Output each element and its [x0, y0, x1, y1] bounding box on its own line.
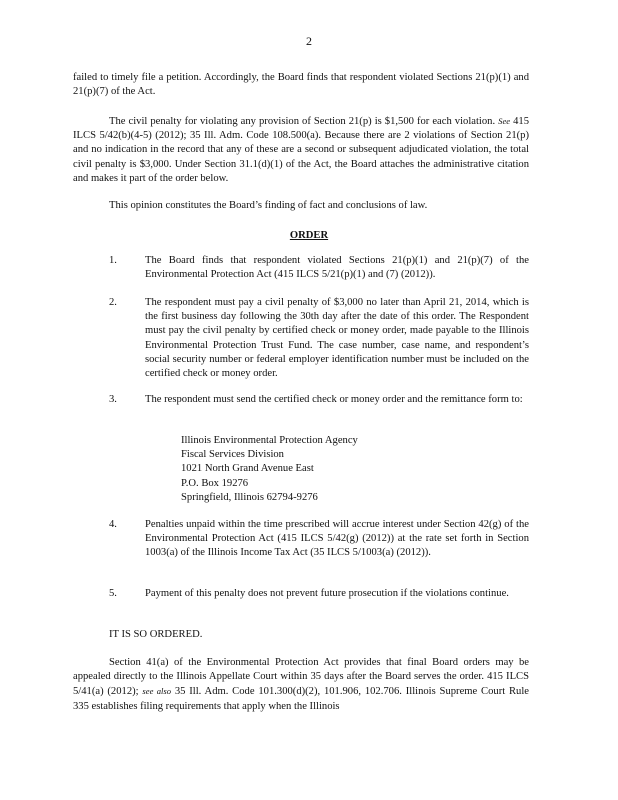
- order-item-5: [109, 587, 529, 601]
- paragraph-conclusion: [73, 71, 529, 99]
- address-line: Fiscal Services Division: [181, 449, 284, 461]
- paragraph-civil-penalty: [73, 114, 529, 186]
- address-line: P.O. Box 19276: [181, 477, 249, 489]
- order-heading: ORDER: [289, 230, 329, 241]
- so-ordered: IT IS SO ORDERED.: [109, 629, 203, 640]
- paragraph-text: failed to timely file a petition. Accordingly, the Board finds that respondent violated Sections 21(p)(1) and 21(p)(7) of the Act.: [73, 72, 529, 98]
- item-text: Payment of this penalty does not prevent future prosecution if the violations continue.: [145, 588, 509, 599]
- paragraph-text: This opinion constitutes the Board’s finding of fact and conclusions of law.: [109, 200, 428, 211]
- paragraph-text: Section 41(a) of the Environmental Protection Act provides that final Board orders may be appealed directly to the Illinois Appellate Court within 35 days after the Board serves the order. 415 ILCS 5/41(a) (2012);: [73, 657, 529, 698]
- item-number: 1.: [109, 255, 117, 266]
- remittance-address: [181, 434, 441, 505]
- paragraph-text: 415 ILCS 5/42(b)(4-5) (2012); 35 Ill. Adm. Code 108.500(a). Because there are 2 violations of Section 21(p) and no indication in the record that any of these are a second or subsequent adjudicated violation, the total civil penalty is $3,000. Under Section 31.1(d)(1) of the Act, the Board attaches the administrative citation and makes it part of the order below.: [73, 116, 530, 184]
- address-line: Illinois Environmental Protection Agency: [181, 435, 358, 446]
- page-number: 2: [306, 34, 312, 48]
- item-number: 2.: [109, 297, 117, 308]
- order-item-2: [109, 296, 529, 381]
- item-text: The Board finds that respondent violated Sections 21(p)(1) and 21(p)(7) of the Environmental Protection Act (415 ILCS 5/21(p)(1) and (7) (2012)).: [145, 255, 529, 281]
- order-item-3: [109, 393, 529, 407]
- address-line: 1021 North Grand Avenue East: [181, 463, 314, 475]
- paragraph-text: 35 Ill. Adm. Code 101.300(d)(2), 101.906, 102.706. Illinois Supreme Court Rule 335 establishes filing requirements that apply when the Illinois: [73, 686, 529, 712]
- order-item-1: [109, 254, 529, 282]
- order-item-4: [109, 518, 529, 561]
- address-line: Springfield, Illinois 62794-9276: [181, 491, 318, 503]
- paragraph-opinion: [73, 199, 529, 213]
- item-text: The respondent must send the certified check or money order and the remittance form to:: [145, 394, 523, 405]
- citation-signal: See: [498, 116, 511, 126]
- item-text: The respondent must pay a civil penalty of $3,000 no later than April 21, 2014, which is the first business day following the 30th day after the date of this order. The Respondent must pay the civil penalty by certified check or money order, made payable to the Illinois Environmental Protection Trust Fund. The case number, case name, and respondent’s social security number or federal employer identification number must be included on the certified check or money order.: [145, 297, 529, 380]
- item-number: 4.: [109, 519, 117, 530]
- item-number: 3.: [109, 394, 117, 405]
- item-text: Penalties unpaid within the time prescribed will accrue interest under Section 42(g) of the Environmental Protection Act (415 ILCS 5/42(g) (2012)) at the rate set forth in Section 1003(a) of the Illinois Income Tax Act (35 ILCS 5/1003(a) (2012)).: [145, 519, 529, 559]
- citation-signal: see also: [142, 686, 172, 697]
- item-number: 5.: [109, 588, 117, 599]
- paragraph-appeal: [73, 656, 529, 714]
- paragraph-text: The civil penalty for violating any provision of Section 21(p) is $1,500 for each violation.: [109, 116, 496, 127]
